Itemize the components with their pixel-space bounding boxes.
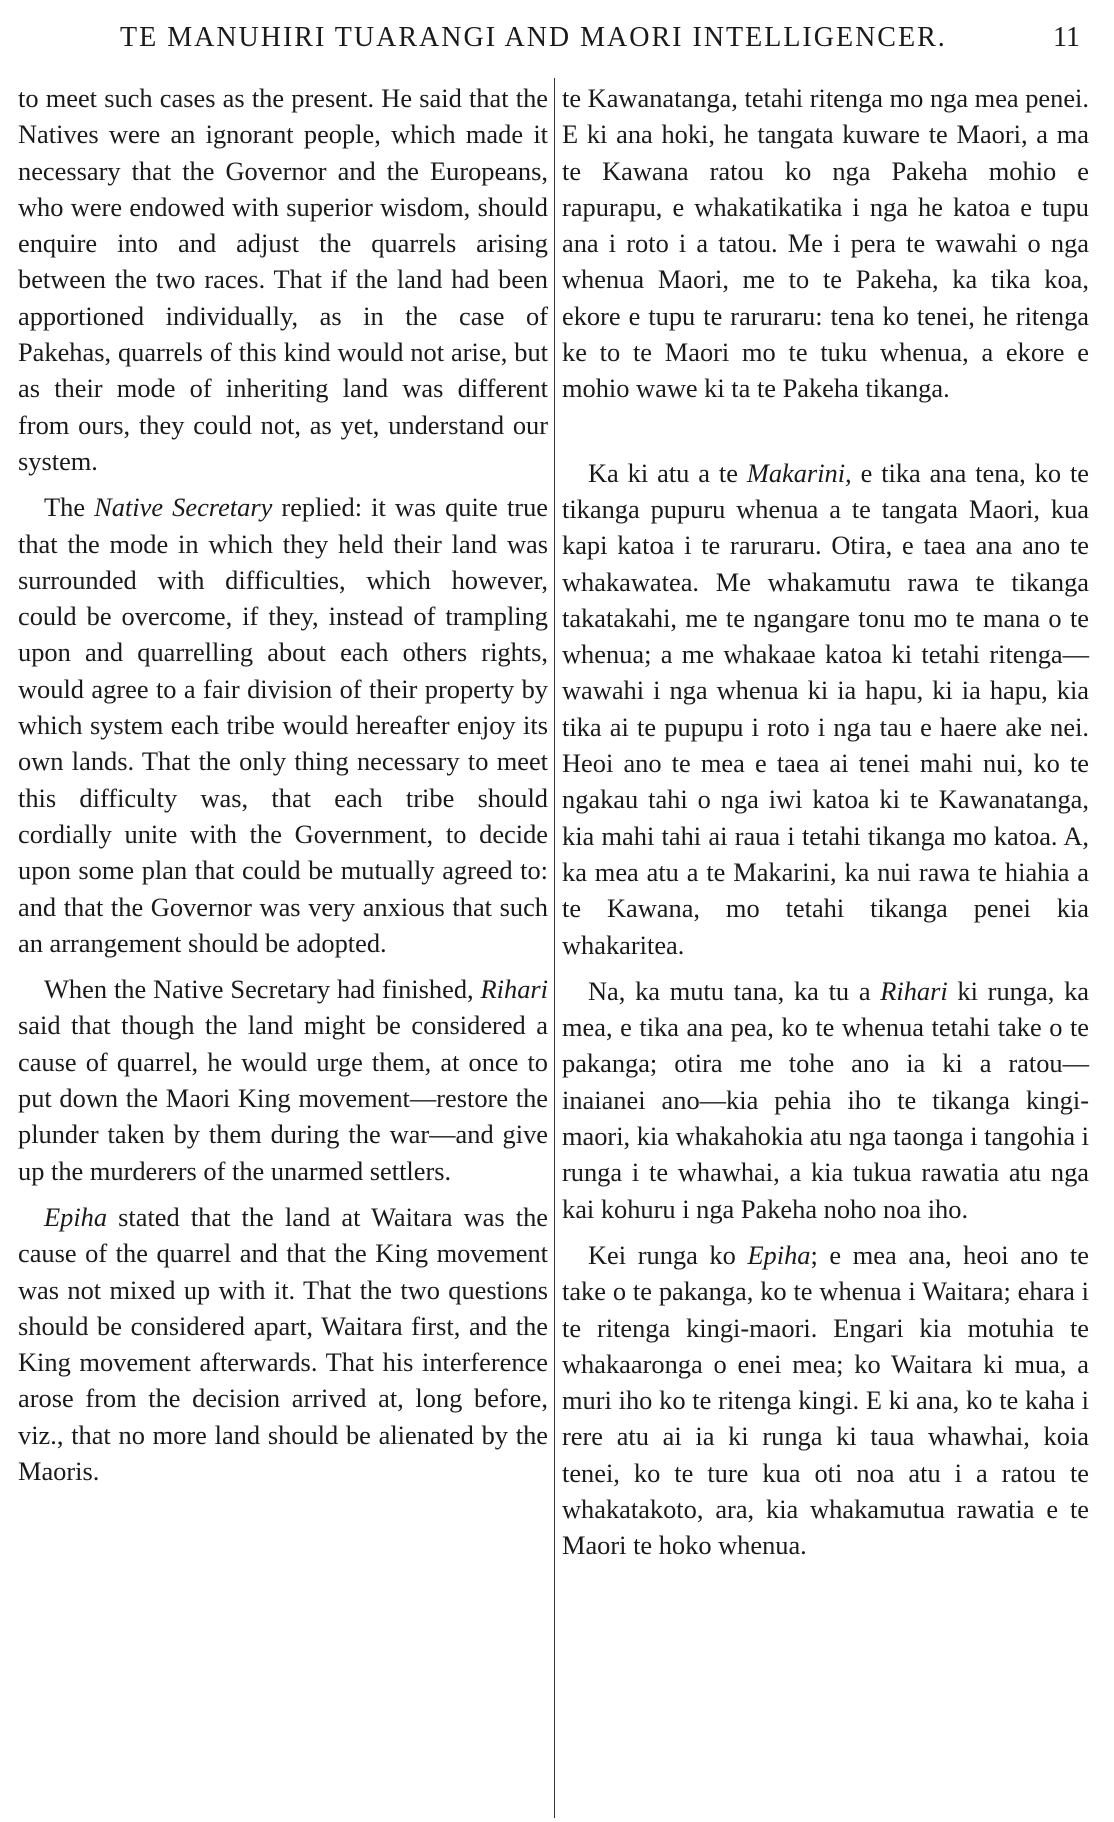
paragraph [18,489,548,961]
paragraph [18,971,548,1189]
text-run: ki runga, ka mea, e tika ana pea, ko te whenua tetahi take o te pakanga; otira me tohe ano ia ki a ratou—inaianei ano—kia pehia iho te tikanga kingi-maori, kia whakahokia atu nga taonga i tangohia i runga i te whawhai, a kia tukua rawatia atu nga kai kohuru i nga Pakeha noho noa iho. [562,975,1089,1224]
running-head: TE MANUHIRI TUARANGI AND MAORI INTELLIGENCER. [120,22,947,53]
text-run: te Kawanatanga, tetahi ritenga mo nga mea penei. E ki ana hoki, he tangata kuware te Maori, a ma te Kawana ratou ko nga Pakeha mohio e rapurapu, e whakatikatika i nga he katoa e tupu ana i roto i a tatou. Me i pera te wawahi o nga whenua Maori, me to te Pakeha, ka tika koa, ekore e tupu te raruraru: tena ko tenei, he ritenga ke to te Maori mo te tuku whenua, a ekore e mohio wawe ki ta te Pakeha tikanga. [562,83,1089,404]
text-run: replied: it was quite true that the mode in which they held their land was surrounded with difficulties, which however, could be overcome, if they, instead of trampling upon and quarrelling about each others rights, would agree to a fair division of their property by which system each tribe would hereafter enjoy its own lands. That the only thing necessary to meet this difficulty was, that each tribe should cordially unite with the Government, to decide upon some plan that could be mutually agreed to: and that the Governor was very anxious that such an arrangement should be adopted. [18,492,548,958]
text-run: The [44,492,95,523]
paragraph [562,973,1089,1227]
text-run: e tika ana tena, ko te tikanga pupuru whenua a te tangata Maori, kua kapi katoa i te raruraru. Otira, e taea ana ano te whakawatea. Me whakamutu rawa te tikanga takatakahi, me te ngangare tonu mo te mana o te whenua; a me whakaae katoa ki tetahi ritenga—wawahi i nga whenua ki ia hapu, ki ia hapu, kia tika ai te pupupu i roto i nga tau e haere ake nei. Heoi ano te mea e taea ai tenei mahi nui, ko te ngakau tahi o nga iwi katoa ki te Kawanatanga, kia mahi tahi ai raua i tetahi tikanga mo katoa. A, ka mea atu a te Makarini, ka nui rawa te hiahia a te Kawana, mo tetahi tikanga penei kia whakaritea. [562,457,1090,960]
page-number: 11 [1053,22,1080,53]
text-run: Kei runga ko [588,1239,748,1270]
paragraph [562,80,1089,407]
text-run: When the Native Secretary had finished, [44,974,481,1005]
paragraph [18,80,548,479]
italic-name: Epiha [44,1201,108,1232]
text-run: said that though the land might be considered a cause of quarrel, he would urge them, at once to put down the Maori King movement—restore the plunder taken by them during the war—and give up the murderers of the unarmed settlers. [18,1010,548,1186]
left-column-english [18,80,548,1489]
italic-name: Makarini, [746,457,852,488]
paragraph [18,1199,548,1489]
column-divider [554,78,555,1818]
italic-name: Rihari [480,974,548,1005]
page-header [40,22,1080,62]
italic-name: Epiha [747,1239,811,1270]
italic-name: Native Secretary [94,492,273,523]
text-run: ; e mea ana, heoi ano te take o te pakanga, ko te whenua i Waitara; ehara i te ritenga kingi-maori. Engari kia motuhia te whakaaronga o enei mea; ko Waitara ki mua, a muri iho ko te ritenga kingi. E ki ana, ko te kaha i rere atu ai ia ki runga ki taua whawhai, koia tenei, ko te ture kua oti noa atu i a ratou te whakatakoto, ara, kia whakamutua rawatia e te Maori te hoko whenua. [562,1239,1089,1561]
text-run: Ka ki atu a te [588,457,747,488]
text-run: stated that the land at Waitara was the cause of the quarrel and that the King movement was not mixed up with it. That the two questions should be considered apart, Waitara first, and the King movement afterwards. That his interference arose from the decision arrived at, long before, viz., that no more land should be alienated by the Maoris. [18,1201,548,1486]
paragraph [562,1237,1089,1564]
text-run: Na, ka mutu tana, ka tu a [588,975,881,1006]
paragraph [562,455,1089,963]
right-column-maori [562,80,1089,1564]
italic-name: Rihari [880,975,948,1006]
text-run: to meet such cases as the present. He said that the Natives were an ignorant people, which made it necessary that the Governor and the Europeans, who were endowed with superior wisdom, should enquire into and adjust the quarrels arising between the two races. That if the land had been apportioned individually, as in the case of Pakehas, quarrels of this kind would not arise, but as their mode of inheriting land was different from ours, they could not, as yet, understand our system. [18,83,548,476]
